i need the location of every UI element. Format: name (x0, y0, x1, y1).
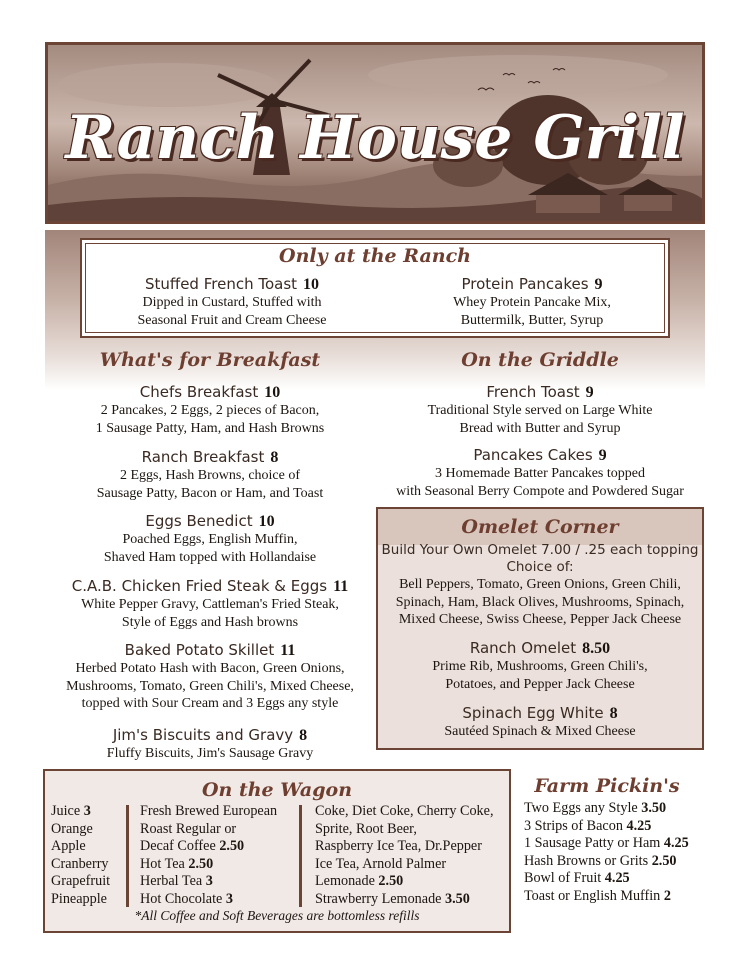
item-desc: Mushrooms, Tomato, Green Chili's, Mixed Cheese, (66, 678, 354, 694)
menu-item (378, 639, 702, 693)
menu-item (378, 704, 702, 741)
side-name: Hash Browns or Grits (524, 852, 649, 869)
breakfast-title: What's for Breakfast (99, 349, 321, 371)
item-desc: 2 Pancakes, 2 Eggs, 2 pieces of Bacon, (100, 403, 320, 418)
item-price: 9 (598, 447, 607, 464)
item-name: Pancakes Cakes (473, 446, 593, 464)
item-price: 8 (299, 727, 308, 744)
hot-drinks-list (140, 803, 277, 908)
side-price: 2.50 (651, 852, 677, 869)
item-desc: 1 Sausage Patty, Ham, and Hash Browns (95, 420, 325, 436)
drink-name: Strawberry Lemonade (315, 890, 442, 907)
side-price: 2 (663, 887, 671, 904)
side-name: Toast or English Muffin (524, 887, 661, 904)
header-banner (45, 42, 705, 224)
drink-name: Decaf Coffee (140, 838, 216, 854)
drink-name: Sprite, Root Beer, (315, 820, 417, 837)
menu-item (45, 577, 375, 631)
omelet-choices: Spinach, Ham, Black Olives, Mushrooms, Spinach, (395, 594, 685, 610)
sides-list (524, 800, 689, 905)
side-name: 1 Sausage Patty or Ham (524, 835, 661, 851)
refill-note: *All Coffee and Soft Beverages are bottomless refills (134, 908, 420, 923)
item-price: 10 (258, 513, 275, 530)
drink-name: Hot Chocolate (140, 890, 223, 907)
item-price: 11 (280, 642, 296, 659)
juice-price: 3 (83, 803, 91, 819)
item-name: C.A.B. Chicken Fried Steak & Eggs (71, 577, 328, 595)
drink-price: 2.50 (188, 855, 214, 872)
drink-price: 3.50 (445, 890, 470, 907)
omelet-title: Omelet Corner (461, 516, 619, 538)
item-desc: Herbed Potato Hash with Bacon, Green Onions, (75, 661, 345, 676)
item-name: Jim's Biscuits and Gravy (112, 726, 294, 744)
drink-name: Raspberry Ice Tea, Dr.Pepper (315, 838, 482, 854)
item-name: Ranch Omelet (469, 639, 577, 657)
drink-name: Lemonade (315, 873, 375, 889)
item-price: 8.50 (582, 640, 611, 657)
menu-item (45, 448, 375, 502)
item-desc: 3 Homemade Batter Pancakes topped (435, 466, 645, 481)
item-desc: Prime Rib, Mushrooms, Green Chili's, (432, 659, 648, 674)
item-name: Spinach Egg White (462, 704, 604, 722)
item-price: 8 (270, 449, 279, 466)
item-desc: Buttermilk, Butter, Syrup (460, 312, 604, 328)
column-divider (126, 805, 129, 907)
drink-name: Fresh Brewed European (140, 803, 278, 819)
omelet-choices: Mixed Cheese, Swiss Cheese, Pepper Jack Cheese (398, 612, 682, 627)
item-desc: Shaved Ham topped with Hollandaise (103, 549, 317, 565)
item-name: Ranch Breakfast (141, 448, 265, 466)
menu-item (45, 383, 375, 437)
juice-flavor: Grapefruit (51, 873, 111, 889)
omelet-build-line: Build Your Own Omelet 7.00 / .25 each topping (381, 542, 699, 558)
side-price: 4.25 (663, 835, 689, 851)
menu-item (376, 446, 704, 500)
juice-flavor: Pineapple (51, 890, 107, 907)
omelet-choices: Bell Peppers, Tomato, Green Onions, Green Chili, (399, 577, 681, 592)
restaurant-title: Ranch House Grill (65, 103, 685, 173)
drink-name: Roast Regular or (140, 820, 237, 837)
item-desc: 2 Eggs, Hash Browns, choice of (119, 468, 301, 483)
drink-price: 3 (205, 873, 213, 889)
side-price: 4.25 (626, 817, 652, 834)
item-desc: Seasonal Fruit and Cream Cheese (137, 312, 327, 328)
menu-item (376, 383, 704, 437)
item-desc: Dipped in Custard, Stuffed with (142, 295, 322, 310)
omelet-corner-box (376, 507, 704, 750)
drink-name: Hot Tea (140, 855, 185, 872)
side-price: 4.25 (604, 870, 630, 886)
side-name: 3 Strips of Bacon (524, 817, 623, 834)
menu-item (402, 275, 662, 329)
side-price: 3.50 (641, 800, 667, 816)
wagon-title: On the Wagon (201, 779, 353, 801)
item-desc: Style of Eggs and Hash browns (121, 614, 299, 630)
item-desc: Potatoes, and Pepper Jack Cheese (445, 676, 635, 692)
side-item (524, 870, 689, 888)
juice-label: Juice (51, 803, 81, 819)
beverages-box (43, 769, 511, 933)
menu-item (45, 726, 375, 763)
item-name: Stuffed French Toast (144, 275, 298, 293)
menu-item (45, 512, 375, 566)
drink-name: Coke, Diet Coke, Cherry Coke, (315, 803, 494, 819)
specials-title: Only at the Ranch (279, 245, 471, 267)
item-name: Eggs Benedict (145, 512, 253, 530)
specials-box (80, 238, 670, 338)
drink-price: 2.50 (378, 873, 404, 889)
side-name: Two Eggs any Style (524, 800, 638, 816)
menu-item (45, 641, 375, 713)
item-price: 10 (303, 276, 320, 293)
side-item (524, 888, 689, 906)
griddle-title: On the Griddle (461, 349, 619, 371)
item-desc: Traditional Style served on Large White (427, 403, 653, 418)
juice-list (51, 803, 110, 908)
item-price: 10 (264, 384, 281, 401)
juice-flavor: Cranberry (51, 855, 109, 872)
juice-flavor: Orange (51, 820, 93, 837)
item-desc: Sautéed Spinach & Mixed Cheese (444, 724, 636, 739)
side-item (524, 818, 689, 836)
omelet-build (378, 542, 702, 629)
side-item (524, 835, 689, 853)
item-desc: Bread with Butter and Syrup (459, 420, 621, 436)
omelet-choice-label: Choice of: (506, 559, 574, 575)
menu-item (102, 275, 362, 329)
juice-flavor: Apple (51, 838, 86, 854)
item-desc: White Pepper Gravy, Cattleman's Fried Steak, (81, 597, 339, 612)
item-price: 11 (333, 578, 349, 595)
item-price: 9 (585, 384, 594, 401)
item-name: French Toast (486, 383, 580, 401)
drink-name: Herbal Tea (140, 873, 203, 889)
drink-price: 2.50 (219, 838, 245, 854)
item-desc: topped with Sour Cream and 3 Eggs any style (81, 696, 339, 711)
item-desc: Sausage Patty, Bacon or Ham, and Toast (96, 485, 324, 501)
item-name: Baked Potato Skillet (124, 641, 275, 659)
item-desc: Fluffy Biscuits, Jim's Sausage Gravy (106, 746, 314, 761)
side-item (524, 853, 689, 871)
item-price: 8 (609, 705, 618, 722)
cold-drinks-list (315, 803, 494, 908)
item-price: 9 (594, 276, 603, 293)
item-desc: with Seasonal Berry Compote and Powdered Sugar (396, 483, 684, 499)
side-item (524, 800, 689, 818)
item-desc: Whey Protein Pancake Mix, (453, 295, 611, 310)
item-desc: Poached Eggs, English Muffin, (122, 532, 298, 547)
item-name: Chefs Breakfast (139, 383, 259, 401)
farm-title: Farm Pickin's (534, 775, 680, 797)
column-divider (299, 805, 302, 907)
side-name: Bowl of Fruit (524, 870, 602, 886)
drink-price: 3 (225, 890, 233, 907)
drink-name: Ice Tea, Arnold Palmer (315, 855, 447, 872)
item-name: Protein Pancakes (461, 275, 589, 293)
